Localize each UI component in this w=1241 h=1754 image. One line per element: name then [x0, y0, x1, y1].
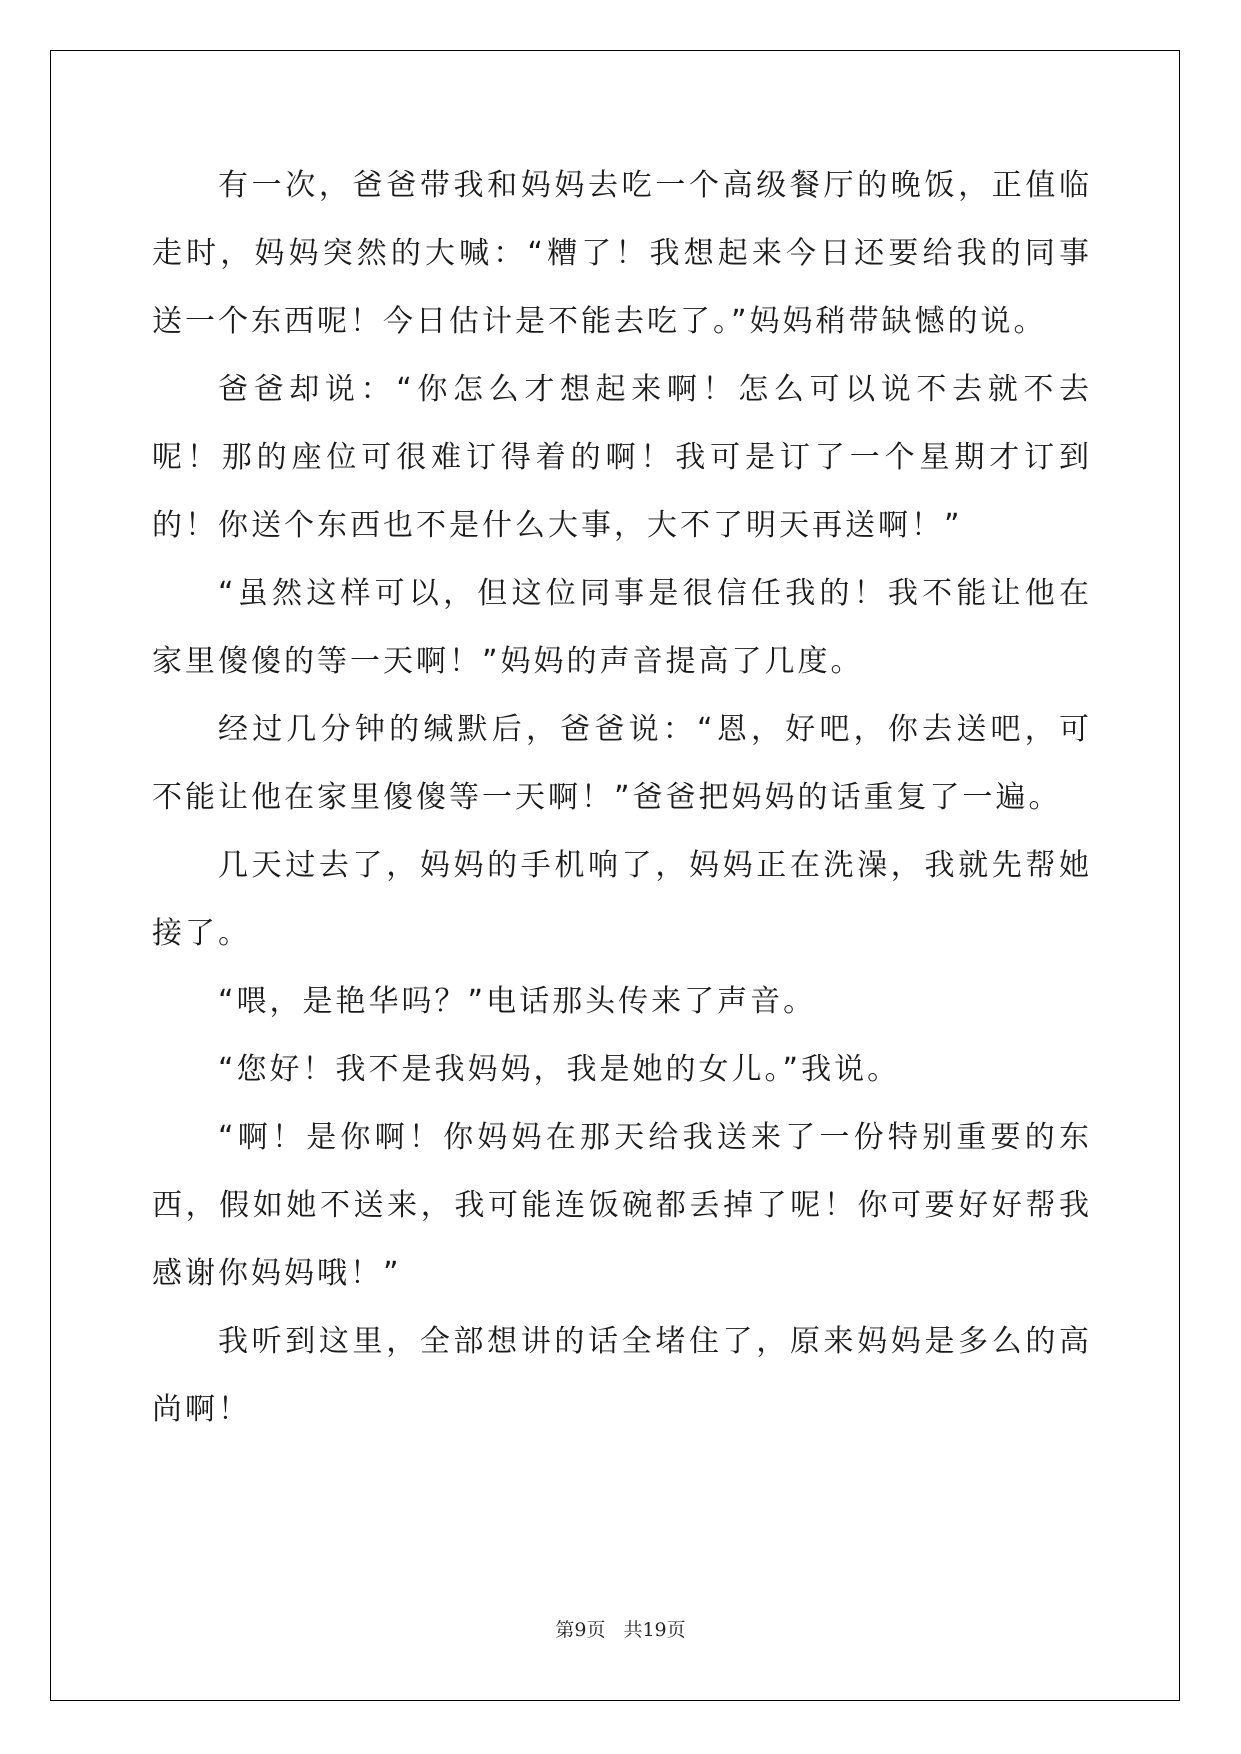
paragraph-2: 爸爸却说：“你怎么才想起来啊！怎么可以说不去就不去呢！那的座位可很难订得着的啊！我可是订了一个星期才订到的！你送个东西也不是什么大事，大不了明天再送啊！” [152, 372, 1092, 543]
paragraph-3: “虽然这样可以，但这位同事是很信任我的！我不能让他在家里傻傻的等一天啊！”妈妈的声音提高了几度。 [152, 576, 1092, 679]
paragraph-6: “喂，是艳华吗？”电话那头传来了声音。 [218, 984, 817, 1019]
paragraph-4: 经过几分钟的缄默后，爸爸说：“恩，好吧，你去送吧，可不能让他在家里傻傻等一天啊！”爸爸把妈妈的话重复了一遍。 [152, 712, 1092, 815]
document-body [152, 152, 1092, 1444]
page-footer [0, 1615, 1241, 1642]
paragraph-1: 有一次，爸爸带我和妈妈去吃一个高级餐厅的晚饭，正值临走时，妈妈突然的大喊：“糟了！我想起来今日还要给我的同事送一个东西呢！今日估计是不能去吃了。”妈妈稍带缺憾的说。 [152, 168, 1092, 339]
paragraph-9: 我听到这里，全部想讲的话全堵住了，原来妈妈是多么的高尚啊！ [152, 1324, 1092, 1427]
paragraph-8: “啊！是你啊！你妈妈在那天给我送来了一份特别重要的东西，假如她不送来，我可能连饭碗都丢掉了呢！你可要好好帮我感谢你妈妈哦！” [152, 1120, 1092, 1291]
paragraph-7: “您好！我不是我妈妈，我是她的女儿。”我说。 [218, 1052, 901, 1087]
page-number: 第9页 [555, 1619, 606, 1641]
paragraph-5: 几天过去了，妈妈的手机响了，妈妈正在洗澡，我就先帮她接了。 [152, 848, 1092, 951]
page-total: 共19页 [623, 1619, 686, 1641]
